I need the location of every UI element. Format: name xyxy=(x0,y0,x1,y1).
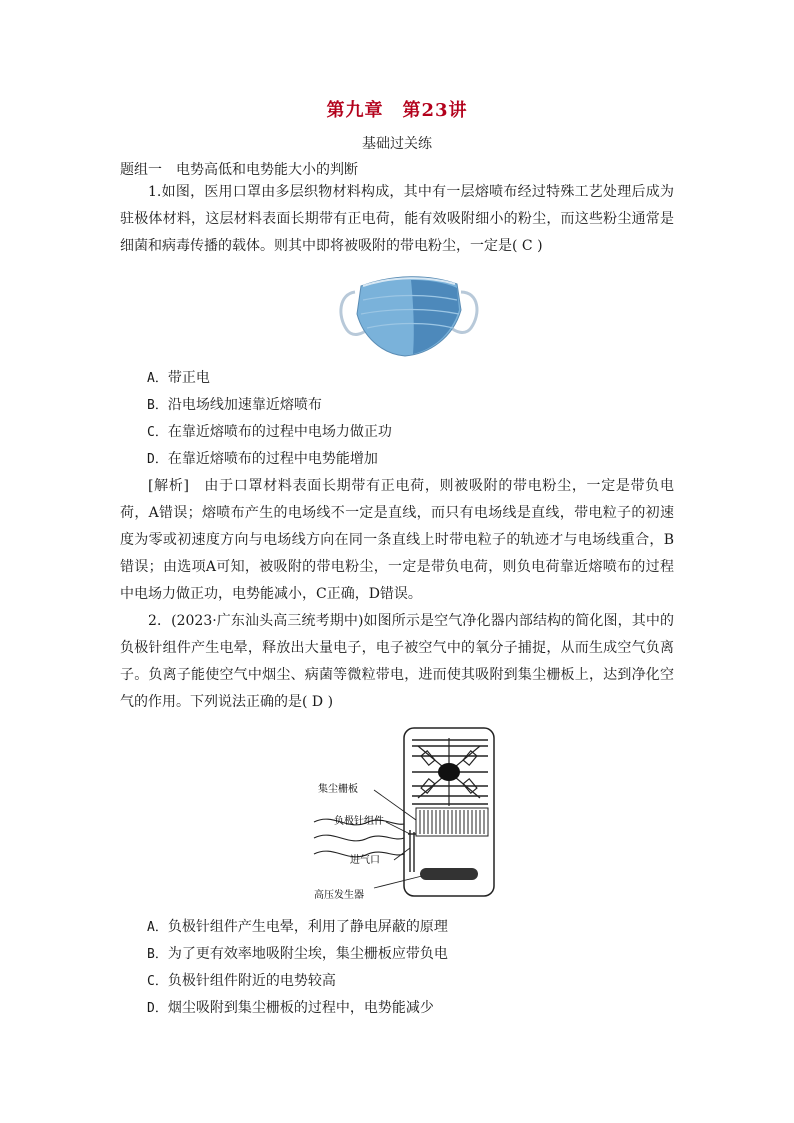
q1-option-b xyxy=(147,396,322,415)
q1-option-d xyxy=(147,450,378,469)
option-text: 烟尘吸附到集尘栅板的过程中，电势能减少 xyxy=(167,1000,434,1016)
question-1-analysis: [解析] 由于口罩材料表面长期带有正电荷，则被吸附的带电粉尘，一定是带负电荷，A错误；熔喷布产生的电场线不一定是直线，而只有电场线是直线，带电粒子的初速度为零或初速度方向与电场线方向在同一条直线上时带电粒子的轨迹才与电场线重合，B错误；由选项A可知，被吸附的带电粉尘，一定是带负电荷，则负电荷靠近熔喷布的过程中电场力做正功，电势能减小，C正确，D错误。 xyxy=(120,478,674,602)
option-letter: B． xyxy=(147,398,168,413)
page-title: 第九章 第23讲 xyxy=(326,100,468,121)
question-2-stem: 2．(2023·广东汕头高三统考期中)如图所示是空气净化器内部结构的简化图，其中的负极针组件产生电晕，释放出大量电子，电子被空气中的氧分子捕捉，从而生成空气负离子。负离子能使空气中烟尘、病菌等微粒带电，进而使其吸附到集尘栅板上，达到净化空气的作用。下列说法正确的是( D ) xyxy=(120,613,674,710)
option-letter: D． xyxy=(147,452,168,467)
label-needle-assembly: 负极针组件 xyxy=(334,816,384,827)
q1-option-a xyxy=(147,369,210,388)
option-text: 在靠近熔喷布的过程中电势能增加 xyxy=(167,451,378,467)
option-text: 负极针组件附近的电势较高 xyxy=(167,973,336,989)
option-text: 在靠近熔喷布的过程中电场力做正功 xyxy=(167,424,392,440)
q2-option-c xyxy=(147,972,336,991)
label-dust-plate: 集尘栅板 xyxy=(318,784,358,795)
question-1-stem: 1.如图，医用口罩由多层织物材料构成，其中有一层熔喷布经过特殊工艺处理后成为驻极体材料，这层材料表面长期带有正电荷，能有效吸附细小的粉尘，而这些粉尘通常是细菌和病毒传播的载体。则其中即将被吸附的带电粉尘，一定是( C ) xyxy=(120,184,674,254)
question-group-label: 题组一 电势高低和电势能大小的判断 xyxy=(120,162,358,178)
option-letter: C． xyxy=(147,425,168,440)
q2-option-a xyxy=(147,918,448,937)
q1-option-c xyxy=(147,423,392,442)
page-subtitle: 基础过关练 xyxy=(362,136,432,152)
label-air-inlet: 进气口 xyxy=(350,855,380,866)
q2-option-b xyxy=(147,945,448,964)
q2-option-d xyxy=(147,999,434,1018)
option-letter: D． xyxy=(147,1001,168,1016)
air-purifier-diagram xyxy=(312,726,498,902)
option-text: 负极针组件产生电晕，利用了静电屏蔽的原理 xyxy=(167,919,448,935)
option-text: 为了更有效率地吸附尘埃，集尘栅板应带负电 xyxy=(167,946,448,962)
option-letter: A． xyxy=(147,371,168,386)
option-letter: B． xyxy=(147,947,168,962)
option-text: 带正电 xyxy=(167,370,210,386)
label-hv-generator: 高压发生器 xyxy=(314,890,364,901)
medical-mask-image xyxy=(333,270,483,358)
option-letter: A． xyxy=(147,920,168,935)
option-letter: C． xyxy=(147,974,168,989)
option-text: 沿电场线加速靠近熔喷布 xyxy=(167,397,322,413)
